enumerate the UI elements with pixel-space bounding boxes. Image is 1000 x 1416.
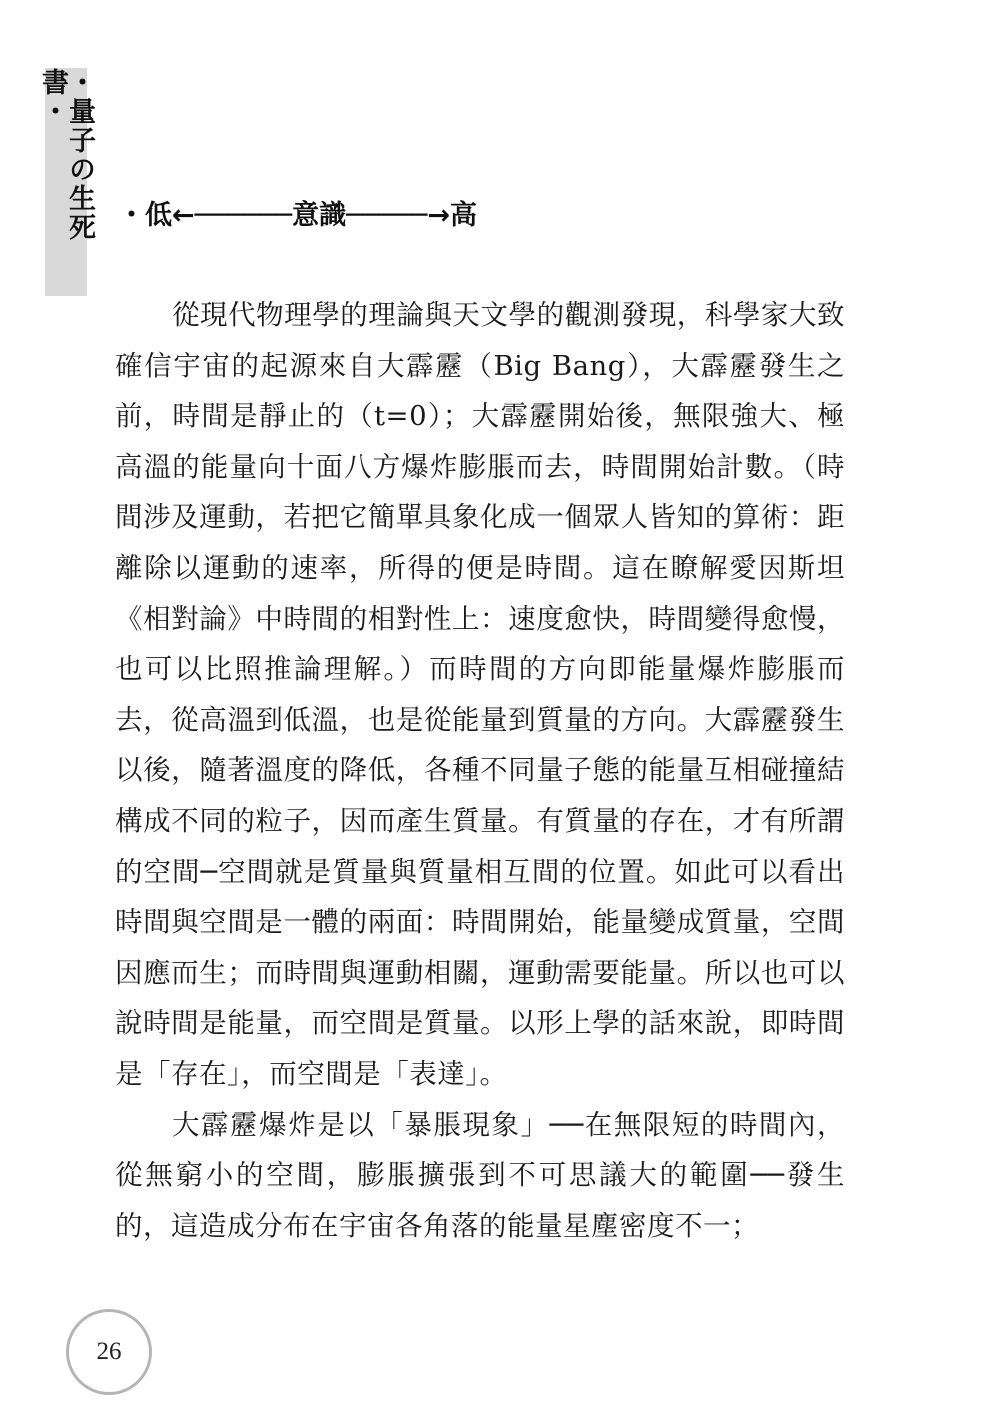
page-number-badge [66, 1309, 152, 1395]
paragraph: 大霹靂爆炸是以「暴脹現象」──在無限短的時間內，從無窮小的空間，膨脹擴張到不可思議大的範圍──發生的，這造成分布在宇宙各角落的能量星塵密度不一； [115, 1108, 845, 1242]
body-text [115, 290, 845, 1251]
consciousness-scale-heading: ・低←──────意識─────→高 [118, 200, 478, 231]
running-header-tab [37, 68, 95, 296]
page-number: 26 [96, 1338, 122, 1365]
paragraph: 從現代物理學的理論與天文學的觀測發現，科學家大致確信宇宙的起源來自大霹靂（Big Bang），大霹靂發生之前，時間是靜止的（t=0）；大霹靂開始後，無限強大、極高溫的能量向十面八方爆炸膨脹而去，時間開始計數。（時間涉及運動，若把它簡單具象化成一個眾人皆知的算術：距離除以運動的速率，所得的便是時間。這在瞭解愛因斯坦《相對論》中時間的相對性上：速度愈快，時間變得愈慢，也可以比照推論理解。）而時間的方向即能量爆炸膨脹而去，從高溫到低溫，也是從能量到質量的方向。大霹靂發生以後，隨著溫度的降低，各種不同量子態的能量互相碰撞結構成不同的粒子，因而產生質量。有質量的存在，才有所謂的空間─空間就是質量與質量相互間的位置。如此可以看出時間與空間是一體的兩面：時間開始，能量變成質量，空間因應而生；而時間與運動相關，運動需要能量。所以也可以說時間是能量，而空間是質量。以形上學的話來說，即時間是「存在」，而空間是「表達」。 [115, 299, 845, 1090]
book-title: ・量子の生死書・ [37, 68, 95, 242]
